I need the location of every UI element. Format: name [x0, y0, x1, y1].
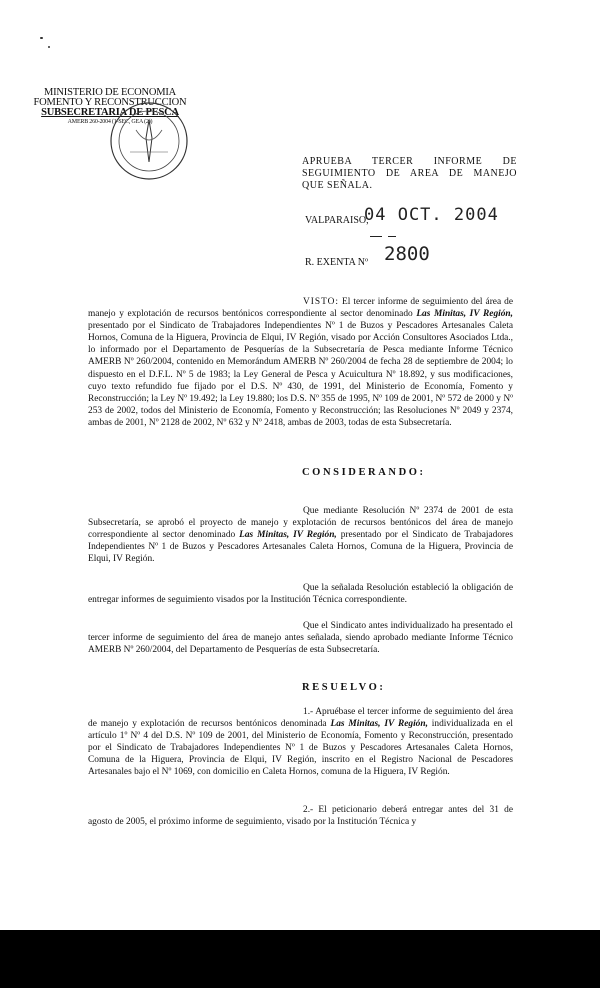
resuelvo-1-text-1: 1.- Apruébase el tercer informe de seguimiento del área de manejo y explotación de recursos bentónicos denominada: [88, 707, 513, 730]
scan-speck: [40, 37, 43, 39]
resuelvo-paragraph-2: [88, 804, 513, 828]
visto-text-1: El tercer informe de seguimiento del área de manejo y explotación de recursos bentónicos correspondiente al sector denominado: [88, 297, 513, 320]
resuelvo-1-text-2: individualizada en el artículo 1º Nº 4 del D.S. Nº 109 de 2001, del Ministerio de Economía, Fomento y Reconstrucción, presentado por el Sindicato de Trabajadores Independientes Nº 1 de Buzos y Pescadores Artesanales Caleta Hornos, Comuna de la Higuera, Provincia de Elqui, IV Región, inscrito en el Registro Nacional de Pescadores Artesanales bajo el Nº 1069, con domicilio en Caleta Hornos, comuna de la Higuera, IV Región.: [88, 719, 513, 778]
visto-paragraph: [88, 296, 513, 429]
resuelvo-heading: RESUELVO:: [302, 682, 386, 693]
letterhead-subsecretaria: SUBSECRETARIA DE PESCA: [41, 107, 179, 118]
subject-line-3: QUE SEÑALA.: [302, 180, 373, 191]
stamp-mark: [388, 236, 396, 237]
resolution-number: 2800: [384, 243, 430, 265]
subject-line-2: SEGUIMIENTO DE AREA DE MANEJO: [302, 168, 517, 179]
considerando-heading: CONSIDERANDO:: [302, 467, 426, 478]
resuelvo-1-place-name: Las Minitas, IV Región,: [330, 719, 428, 730]
date-stamp: 04 OCT. 2004: [364, 205, 499, 225]
visto-text-2: presentado por el Sindicato de Trabajadores Independientes Nº 1 de Buzos y Pescadores Artesanales Caleta Hornos, Comuna de la Higuera, Provincia de Elqui, IV Región, visado por Acción Consultores Asociados Ltda., lo informado por el Departamento de Pesquerías de la Subsecretaría de Pesca mediante Informe Técnico AMERB Nº 260/2004, contenido en Memorándum AMERB Nº 260/2004 de fecha 28 de septiembre de 2004; lo dispuesto en el D.F.L. Nº 5 de 1983; la Ley General de Pesca y Acuicultura Nº 18.892, y sus modificaciones, cuyo texto refundido fue fijado por el D.S. Nº 430, de 1991, del Ministerio de Economía, Fomento y Reconstrucción; la Ley Nº 19.492; la Ley 19.880; los D.S. Nº 355 de 1995, Nº 109 de 2001, Nº 572 de 2000 y Nº 253 de 2002, todos del Ministerio de Economía, Fomento y Reconstrucción; las Resoluciones Nº 2049 y 2374, ambas de 2001, Nº 2128 de 2002, Nº 632 y Nº 2418, ambas de 2003, todas de esta Subsecretaría.: [88, 321, 513, 428]
resuelvo-paragraph-1: [88, 706, 513, 779]
considerando-1-place-name: Las Minitas, IV Región,: [239, 530, 337, 541]
letterhead-reference: AMERB 260-2004 (1-SEC, GEA (2)): [67, 119, 153, 125]
considerando-paragraph-2: [88, 582, 513, 606]
official-seal-stamp: [108, 100, 190, 182]
resuelvo-2-text: 2.- El peticionario deberá entregar antes del 31 de agosto de 2005, el próximo informe de seguimiento, visado por la Institución Técnica y: [88, 805, 513, 828]
considerando-1-text-2: presentado por el Sindicato de Trabajadores Independientes Nº 1 de Buzos y Pescadores Artesanales Caleta Hornos, Comuna de la Higuera, Provincia de Elqui, IV Región.: [88, 530, 513, 565]
considerando-1-text-1: Que mediante Resolución Nº 2374 de 2001 de esta Subsecretaría, se aprobó el proyecto de manejo y explotación de recursos bentónicos del área de manejo correspondiente al sector denominado: [88, 506, 513, 541]
letterhead-ministry-2: FOMENTO Y RECONSTRUCCION: [33, 97, 187, 108]
stamp-mark: [370, 236, 382, 237]
considerando-2-text: Que la señalada Resolución estableció la obligación de entregar informes de seguimiento visados por la Institución Técnica correspondiente.: [88, 583, 513, 606]
visto-lead: VISTO:: [303, 297, 340, 307]
letterhead-ministry: MINISTERIO DE ECONOMIA: [43, 87, 177, 98]
exenta-label: R. EXENTA Nº: [305, 257, 369, 268]
resolution-subject: [302, 156, 517, 192]
scan-speck: [48, 46, 50, 48]
considerando-paragraph-1: [88, 505, 513, 565]
place-label: VALPARAISO,: [305, 215, 369, 226]
visto-place-name: Las Minitas, IV Región,: [416, 309, 513, 320]
scan-bottom-border: [0, 930, 600, 988]
considerando-paragraph-3: [88, 620, 513, 656]
subject-line-1: APRUEBA TERCER INFORME DE: [302, 156, 517, 167]
considerando-3-text: Que el Sindicato antes individualizado ha presentado el tercer informe de seguimiento del área de manejo antes señalada, siendo aprobado mediante Informe Técnico AMERB Nº 260/2004, del Departamento de Pesquerías de esta Subsecretaría.: [88, 621, 513, 656]
